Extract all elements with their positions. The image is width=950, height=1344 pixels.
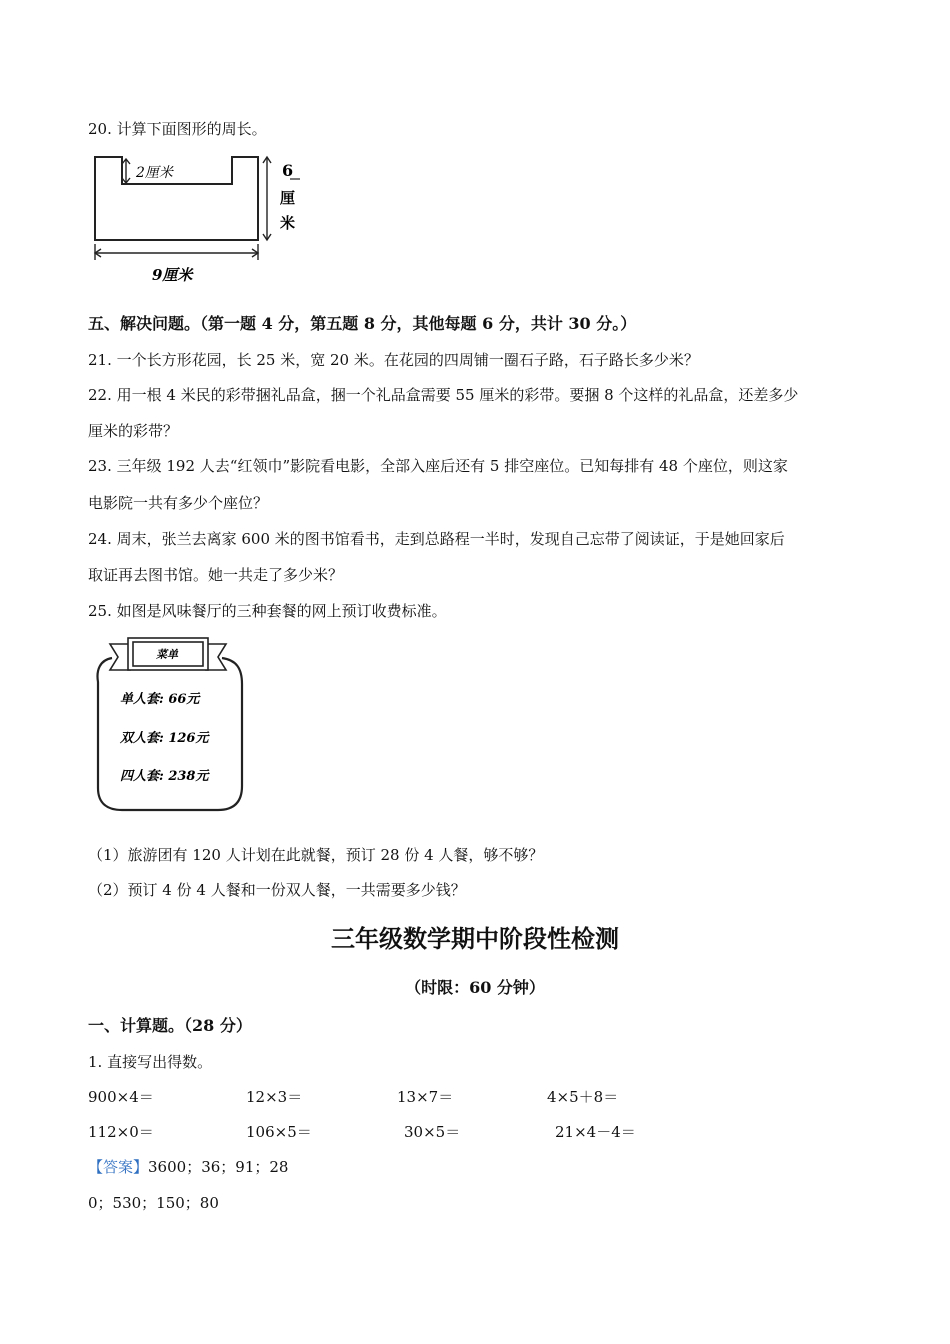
height-label-mi: 米 [280, 214, 296, 232]
width-label: 9厘米 [152, 266, 193, 284]
calc-item: 21×4－4＝ [555, 1123, 636, 1141]
q25-text: 25. 如图是风味餐厅的三种套餐的网上预订收费标准。 [88, 602, 447, 620]
q20-figure [86, 148, 316, 288]
height-label-6: 6 [282, 161, 294, 180]
q23-line2: 电影院一共有多少个座位？ [88, 494, 269, 512]
q21-text: 21. 一个长方形花园，长 25 米，宽 20 米。在花园的四周铺一圈石子路，石子路长多少米？ [88, 351, 699, 369]
q24-line1: 24. 周末，张兰去离家 600 米的图书馆看书，走到总路程一半时，发现自己忘带了阅读证，于是她回家后 [88, 530, 785, 548]
menu-item-double: 双人套: 126元 [120, 731, 209, 746]
notch-label: 2厘米 [136, 165, 173, 181]
height-dimension [263, 157, 271, 240]
menu-item-single: 单人套: 66元 [120, 692, 200, 707]
height-label-li: 厘 [280, 189, 296, 207]
q22-line2: 厘米的彩带？ [88, 422, 179, 440]
calc-item: 30×5＝ [404, 1123, 461, 1141]
section5-heading: 五、解决问题。（第一题 4 分，第五题 8 分，其他每题 6 分，共计 30 分。） [88, 314, 637, 333]
calc-item: 12×3＝ [246, 1088, 303, 1106]
q25-sub1: （1）旅游团有 120 人计划在此就餐，预订 28 份 4 人餐，够不够？ [88, 846, 544, 864]
q25-sub2: （2）预订 4 份 4 人餐和一份双人餐，一共需要多少钱？ [88, 881, 466, 899]
exam-subtitle: （时限：60 分钟） [405, 978, 545, 997]
calc-item: 112×0＝ [88, 1123, 154, 1141]
calc-item: 13×7＝ [397, 1088, 454, 1106]
calc-item: 4×5＋8＝ [547, 1088, 619, 1106]
answer-tag: 【答案】 [88, 1158, 149, 1176]
calc-item: 106×5＝ [246, 1123, 312, 1141]
menu-figure [88, 632, 248, 814]
q22-line1: 22. 用一根 4 米民的彩带捆礼品盒，捆一个礼品盒需要 55 厘米的彩带。要捆 8 个这样的礼品盒，还差多少 [88, 386, 799, 404]
exam-title: 三年级数学期中阶段性检测 [331, 924, 619, 953]
q20-text: 20. 计算下面图形的周长。 [88, 120, 267, 138]
menu-item-four: 四人套: 238元 [120, 769, 209, 784]
answer-values-1: 3600；36；91；28 [148, 1158, 289, 1176]
width-dimension [95, 244, 258, 260]
q24-line2: 取证再去图书馆。她一共走了多少米？ [88, 566, 344, 584]
section1-heading: 一、计算题。（28 分） [88, 1016, 252, 1035]
notch-dimension [122, 159, 130, 183]
answer-line2: 0；530；150；80 [88, 1194, 219, 1212]
menu-title: 菜单 [156, 648, 178, 661]
answer-line1 [88, 1157, 288, 1177]
q1-text: 1. 直接写出得数。 [88, 1053, 213, 1071]
q23-line1: 23. 三年级 192 人去“红领巾”影院看电影，全部入座后还有 5 排空座位。已知每排有 48 个座位，则这家 [88, 457, 788, 475]
calc-item: 900×4＝ [88, 1088, 154, 1106]
figure-outline [95, 157, 258, 240]
